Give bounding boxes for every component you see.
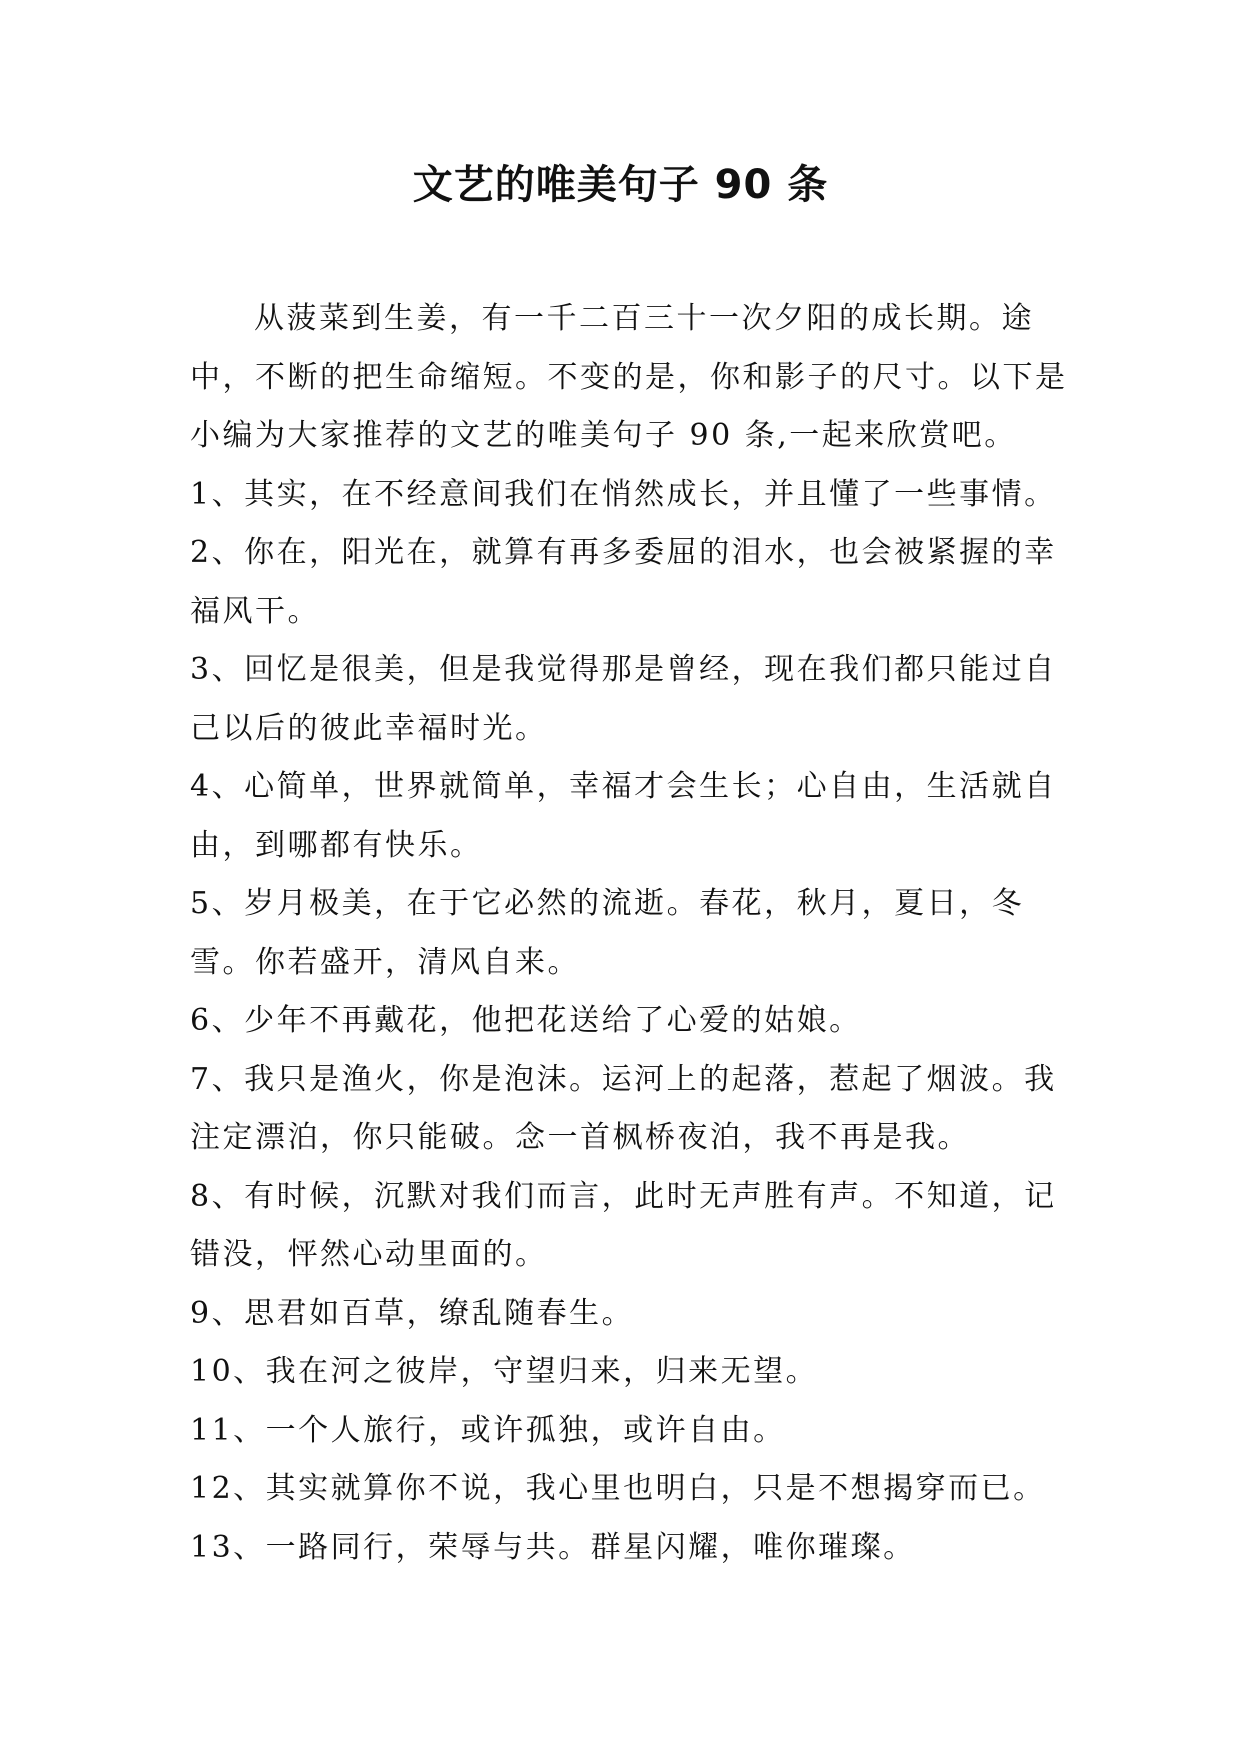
list-item: 4、心简单，世界就简单，幸福才会生长；心自由，生活就自由，到哪都有快乐。 [190, 769, 1057, 863]
list-item: 5、岁月极美，在于它必然的流逝。春花，秋月，夏日，冬雪。你若盛开，清风自来。 [190, 886, 1025, 980]
list-item: 3、回忆是很美，但是我觉得那是曾经，现在我们都只能过自己以后的彼此幸福时光。 [190, 652, 1057, 746]
intro-paragraph: 从菠菜到生姜，有一千二百三十一次夕阳的成长期。途中，不断的把生命缩短。不变的是，你和影子的尺寸。以下是小编为大家推荐的文艺的唯美句子 90 条,一起来欣赏吧。 [190, 301, 1068, 453]
list-item: 13、一路同行，荣辱与共。群星闪耀，唯你璀璨。 [190, 1529, 916, 1565]
list-item: 8、有时候，沉默对我们而言，此时无声胜有声。不知道，记错没，怦然心动里面的。 [190, 1178, 1057, 1272]
list-item: 6、少年不再戴花，他把花送给了心爱的姑娘。 [190, 1003, 862, 1038]
list-item: 2、你在，阳光在，就算有再多委屈的泪水，也会被紧握的幸福风干。 [190, 535, 1057, 629]
document-body [190, 290, 1070, 1577]
list-item: 9、思君如百草，缭乱随春生。 [190, 1295, 635, 1331]
list-item: 12、其实就算你不说，我心里也明白，只是不想揭穿而已。 [190, 1471, 1046, 1506]
list-item: 7、我只是渔火，你是泡沫。运河上的起落，惹起了烟波。我注定漂泊，你只能破。念一首枫桥夜泊，我不再是我。 [190, 1061, 1057, 1155]
document-title: 文艺的唯美句子 90 条 [412, 162, 829, 208]
list-item: 10、我在河之彼岸，守望归来，归来无望。 [190, 1354, 819, 1389]
list-item: 1、其实，在不经意间我们在悄然成长，并且懂了一些事情。 [190, 476, 1057, 512]
list-item: 11、一个人旅行，或许孤独，或许自由。 [190, 1412, 786, 1448]
